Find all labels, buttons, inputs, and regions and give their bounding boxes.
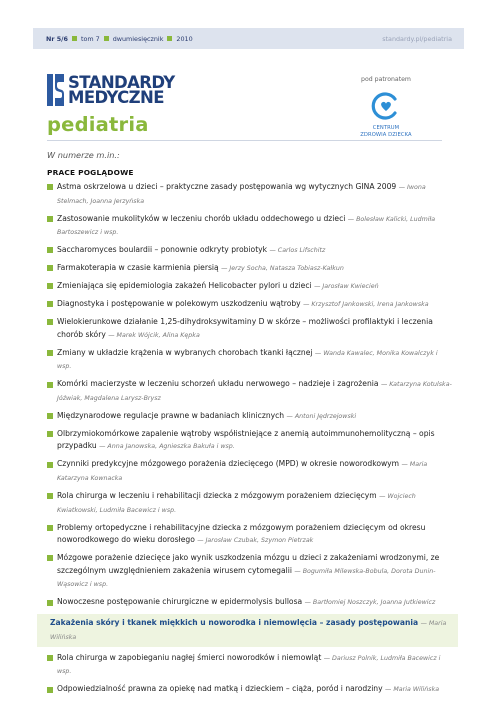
patronage-org-line-1: CENTRUM — [372, 125, 400, 131]
article-list — [47, 181, 452, 701]
article-title: Problemy ortopedyczne i rehabilitacyjne dziecka z mózgowym porażeniem dziecięcym od okresu noworodkowego do wieku dorosłego — [57, 522, 426, 545]
article-item[interactable] — [47, 552, 452, 592]
article-item[interactable] — [47, 181, 452, 208]
article-authors: — Katarzyna Kotulska-Jóźwiak, Magdalena Larysz-Brysz — [57, 381, 452, 402]
square-bullet-icon — [47, 283, 53, 289]
logo-wordmark — [68, 75, 175, 105]
journal-logo — [47, 74, 175, 106]
article-title: Czynniki predykcyjne mózgowego porażenia dziecięcego (MPD) w okresie noworodkowym — [57, 459, 400, 469]
square-bullet-icon — [47, 431, 53, 437]
article-item[interactable] — [47, 316, 452, 342]
journal-subtitle: pediatria — [47, 113, 149, 136]
issue-details — [46, 35, 193, 43]
article-authors: — Anna Janowska, Agnieszka Bakuła i wsp. — [99, 443, 235, 451]
issue-number: Nr 5/6 — [46, 34, 68, 43]
article-authors: — Dariusz Polnik, Ludmiła Bacewicz i wsp. — [57, 654, 441, 676]
article-item[interactable] — [47, 410, 452, 424]
article-item[interactable] — [47, 652, 452, 679]
article-title: Diagnostyka i postępowanie w polekowym uszkodzeniu wątroby — [57, 299, 301, 309]
square-bullet-icon — [47, 319, 53, 325]
article-authors: — Marek Wójcik, Alina Kępka — [108, 331, 200, 339]
article-item[interactable] — [47, 596, 452, 610]
article-authors: — Jarosław Czubak, Szymon Pietrzak — [197, 537, 314, 545]
article-title: Międzynarodowe regulacje prawne w badaniach klinicznych — [57, 410, 285, 420]
square-bullet-icon — [47, 655, 53, 661]
square-bullet-icon — [47, 493, 53, 499]
czd-logo-icon — [370, 90, 402, 122]
article-item[interactable] — [47, 378, 452, 405]
article-authors: — Maria Katarzyna Kownacka — [57, 461, 428, 482]
square-bullet-icon — [47, 600, 53, 606]
article-item[interactable] — [47, 683, 452, 697]
frequency: dwumiesięcznik — [112, 34, 164, 43]
patronage-org-line-2: ZDROWIA DZIECKA — [360, 132, 412, 138]
article-authors: — Iwona Stelmach, Joanna Jerzyńska — [57, 184, 426, 205]
article-item[interactable] — [47, 458, 452, 485]
square-bullet-icon — [167, 36, 172, 41]
article-title: Nowoczesne postępowanie chirurgiczne w epidermolysis bullosa — [57, 597, 303, 607]
square-bullet-icon — [47, 462, 53, 468]
logo-line-2: MEDYCZNE — [68, 88, 164, 107]
article-title: Zakażenia skóry i tkanek miękkich u noworodka i niemowlęcia – zasady postępowania — [50, 618, 419, 628]
article-title: Olbrzymiokomórkowe zapalenie wątroby współistniejące z anemią autoimmunohemolityczną – opis przypadku — [57, 428, 435, 451]
article-item[interactable] — [47, 490, 452, 517]
journal-url[interactable]: standardy.pl/pediatria — [382, 34, 452, 43]
in-this-issue-label: W numerze m.in.: — [47, 150, 120, 160]
article-item[interactable] — [47, 213, 452, 240]
article-authors: — Maria Wilińska — [385, 686, 440, 694]
section-title: PRACE POGLĄDOWE — [47, 168, 134, 177]
article-title: Saccharomyces boulardii – ponownie odkryty probiotyk — [57, 245, 268, 255]
article-title: Astma oskrzelowa u dzieci – praktyczne zasady postępowania wg wytycznych GINA 2009 — [57, 182, 397, 191]
article-item[interactable] — [47, 262, 452, 276]
article-authors: — Bolesław Kalicki, Ludmiła Bartoszewicz i wsp. — [57, 215, 436, 237]
square-bullet-icon — [47, 525, 53, 531]
patronage-block — [356, 76, 416, 139]
article-authors: — Wojciech Kwiatkowski, Ludmiła Bacewicz i wsp. — [57, 492, 416, 514]
issue-info-bar — [33, 28, 464, 49]
logo-line-1: STANDARDY — [68, 73, 175, 92]
article-title: Rola chirurga w leczeniu i rehabilitacji dziecka z mózgowym porażeniem dziecięcym — [57, 490, 377, 500]
logo-s-icon — [47, 74, 64, 106]
article-authors: — Bartłomiej Noszczyk, Joanna Jutkiewicz — [304, 599, 436, 607]
article-authors: — Antoni Jędrzejowski — [286, 412, 357, 420]
square-bullet-icon — [104, 36, 109, 41]
featured-article[interactable] — [37, 614, 458, 647]
article-item[interactable] — [47, 280, 452, 294]
article-item[interactable] — [47, 244, 452, 258]
square-bullet-icon — [47, 184, 53, 190]
article-authors: — Jerzy Socha, Natasza Tobiasz-Kałkun — [221, 265, 344, 273]
square-bullet-icon — [47, 301, 53, 307]
article-authors: — Maria Wilińska — [50, 620, 447, 641]
article-authors: — Bogumiła Milewska-Bobula, Dorota Dunin-Wąsowicz i wsp. — [57, 567, 436, 589]
article-authors: — Jarosław Kwiecień — [314, 283, 379, 291]
article-title: Zmieniająca się epidemiologia zakażeń Helicobacter pylori u dzieci — [57, 281, 312, 291]
article-title: Mózgowe porażenie dziecięce jako wynik uszkodzenia mózgu u dzieci z zakażeniami wrodzonymi, ze szczególnym uwzględnieniem zakażenia wirusem cytomegalii — [57, 553, 440, 575]
square-bullet-icon — [47, 555, 53, 561]
article-title: Zmiany w układzie krążenia w wybranych chorobach tkanki łącznej — [57, 347, 313, 357]
square-bullet-icon — [47, 687, 53, 693]
article-item[interactable] — [47, 428, 452, 454]
volume: tom 7 — [80, 34, 100, 43]
patronage-label: pod patronatem — [361, 76, 411, 83]
article-title: Odpowiedzialność prawna za opiekę nad matką i dzieckiem – ciąża, poród i narodziny — [57, 684, 383, 694]
article-authors: — Krzysztof Jankowski, Irena Jankowska — [303, 301, 429, 309]
article-item[interactable] — [47, 347, 452, 374]
year: 2010 — [176, 34, 193, 43]
square-bullet-icon — [47, 265, 53, 271]
article-item[interactable] — [47, 522, 452, 548]
header-divider — [47, 140, 442, 141]
article-item[interactable] — [47, 298, 452, 312]
article-title: Zastosowanie mukolityków w leczeniu chorób układu oddechowego u dzieci — [57, 213, 346, 223]
article-title: Farmakoterapia w czasie karmienia piersią — [57, 263, 219, 273]
article-authors: — Wanda Kawalec, Monika Kowalczyk i wsp. — [57, 349, 438, 371]
square-bullet-icon — [47, 350, 53, 356]
article-title: Wielokierunkowe działanie 1,25-dihydroksywitaminy D w skórze – możliwości profilaktyki i leczenia chorób skóry — [57, 317, 433, 339]
square-bullet-icon — [47, 382, 53, 388]
article-title: Rola chirurga w zapobieganiu nagłej śmierci noworodków i niemowląt — [57, 652, 322, 662]
square-bullet-icon — [47, 247, 53, 253]
square-bullet-icon — [47, 216, 53, 222]
article-title: Komórki macierzyste w leczeniu schorzeń układu nerwowego – nadzieje i zagrożenia — [57, 379, 379, 389]
article-authors: — Carlos Lifschitz — [269, 247, 326, 255]
square-bullet-icon — [72, 36, 77, 41]
square-bullet-icon — [47, 413, 53, 419]
